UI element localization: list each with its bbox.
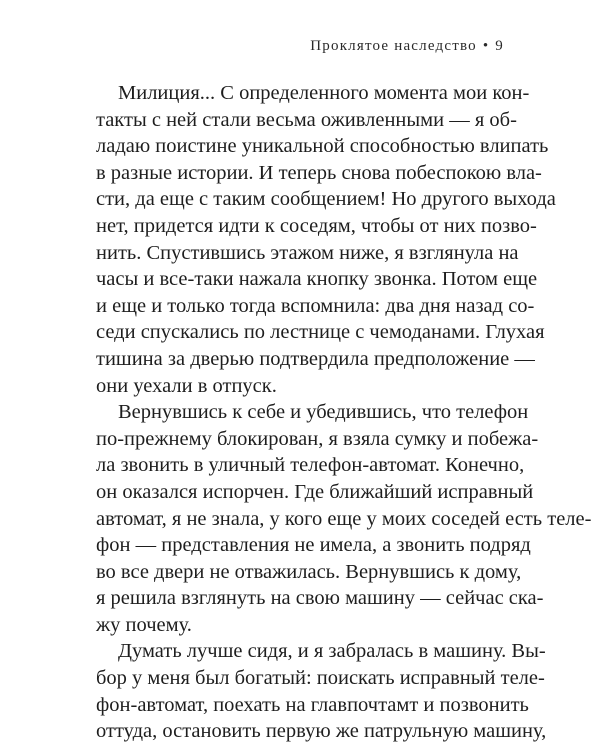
text-line: нить. Спустившись этажом ниже, я взглянула на <box>96 241 519 264</box>
text-line: во все двери не отважилась. Вернувшись к дому, <box>96 560 522 583</box>
text-line: ладаю поистине уникальной способностью влипать <box>96 135 549 158</box>
text-line: фон — представления не имела, а звонить подряд <box>96 534 531 557</box>
header-bullet: • <box>482 38 490 54</box>
text-line: оттуда, остановить первую же патрульную машину, <box>96 720 547 743</box>
page-number: 9 <box>495 38 504 54</box>
text-line: Думать лучше сидя, и я забралась в машину. Вы- <box>118 640 546 663</box>
text-line: часы и все-таки нажала кнопку звонка. Потом еще <box>96 268 538 291</box>
text-line: Милиция... С определенного момента мои кон- <box>118 82 530 104</box>
text-line: нет, придется идти к соседям, чтобы от них позво- <box>96 214 537 237</box>
text-line: тишина за дверью подтвердила предположение — <box>96 347 535 370</box>
text-line: фон-автомат, поехать на главпочтамт и позвонить <box>96 693 529 716</box>
text-line: бор у меня был богатый: поискать исправный теле- <box>96 667 545 690</box>
text-line: сти, да еще с таким сообщением! Но другого выхода <box>96 188 556 211</box>
text-line: в разные истории. И теперь снова побеспокою вла- <box>96 161 542 184</box>
text-line: я решила взглянуть на свою машину — сейчас ска- <box>96 587 544 610</box>
text-line: седи спускались по лестнице с чемоданами. Глухая <box>96 321 545 344</box>
paragraph-1 <box>96 80 556 399</box>
text-line: такты с ней стали весьма оживленными — я об- <box>96 108 517 131</box>
text-line: автомат, я не знала, у кого еще у моих соседей есть теле- <box>96 507 592 530</box>
text-line: он оказался испорчен. Где ближайший исправный <box>96 480 534 503</box>
text-line: ла звонить в уличный телефон-автомат. Конечно, <box>96 454 525 477</box>
text-line: по-прежнему блокирован, я взяла сумку и побежа- <box>96 427 539 450</box>
paragraph-3 <box>96 638 547 744</box>
text-line: они уехали в отпуск. <box>96 374 277 397</box>
running-header <box>310 38 504 55</box>
book-title: Проклятое наследство <box>310 38 477 54</box>
text-line: Вернувшись к себе и убедившись, что телефон <box>118 401 529 424</box>
text-line: жу почему. <box>96 613 192 636</box>
text-line: и еще и только тогда вспомнила: два дня назад со- <box>96 294 535 317</box>
body-text <box>96 80 592 745</box>
paragraph-2 <box>96 399 592 638</box>
